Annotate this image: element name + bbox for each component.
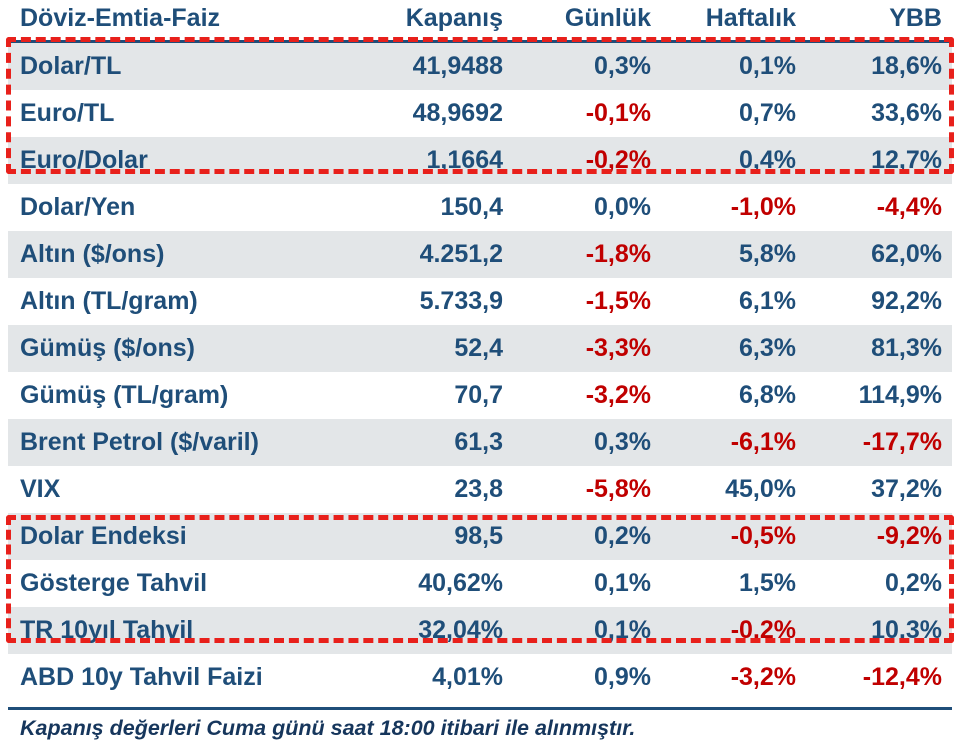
row-ytd: 33,6% xyxy=(806,90,952,137)
row-ytd: 0,2% xyxy=(806,560,952,607)
row-instrument: Dolar Endeksi xyxy=(8,513,348,560)
row-daily: 0,2% xyxy=(513,513,661,560)
row-weekly: 1,5% xyxy=(661,560,806,607)
row-close: 61,3 xyxy=(348,419,513,466)
table-row xyxy=(8,184,952,231)
row-weekly: 0,7% xyxy=(661,90,806,137)
row-close: 52,4 xyxy=(348,325,513,372)
row-ytd: 114,9% xyxy=(806,372,952,419)
row-instrument: Gümüş ($/ons) xyxy=(8,325,348,372)
row-ytd: 92,2% xyxy=(806,278,952,325)
row-weekly: 6,8% xyxy=(661,372,806,419)
row-weekly: -1,0% xyxy=(661,184,806,231)
row-instrument: VIX xyxy=(8,466,348,513)
row-instrument: Euro/Dolar xyxy=(8,137,348,184)
row-daily: 0,1% xyxy=(513,607,661,654)
table-row xyxy=(8,654,952,701)
row-instrument: Altın (TL/gram) xyxy=(8,278,348,325)
table-row xyxy=(8,372,952,419)
table-body xyxy=(8,42,952,702)
row-close: 150,4 xyxy=(348,184,513,231)
row-daily: -0,2% xyxy=(513,137,661,184)
row-weekly: -0,5% xyxy=(661,513,806,560)
row-instrument: Euro/TL xyxy=(8,90,348,137)
table-row xyxy=(8,137,952,184)
row-daily: -3,2% xyxy=(513,372,661,419)
row-weekly: 6,1% xyxy=(661,278,806,325)
row-weekly: 0,4% xyxy=(661,137,806,184)
row-close: 1,1664 xyxy=(348,137,513,184)
column-header-weekly: Haftalık xyxy=(661,0,806,42)
table-header xyxy=(8,0,952,42)
table-row xyxy=(8,90,952,137)
row-instrument: ABD 10y Tahvil Faizi xyxy=(8,654,348,701)
table-row xyxy=(8,466,952,513)
row-ytd: 10,3% xyxy=(806,607,952,654)
row-ytd: 62,0% xyxy=(806,231,952,278)
row-instrument: TR 10yıl Tahvil xyxy=(8,607,348,654)
row-daily: 0,0% xyxy=(513,184,661,231)
row-weekly: 5,8% xyxy=(661,231,806,278)
table-row xyxy=(8,278,952,325)
table-row xyxy=(8,42,952,91)
market-data-table xyxy=(8,0,952,701)
row-ytd: -4,4% xyxy=(806,184,952,231)
row-daily: -5,8% xyxy=(513,466,661,513)
column-header-close: Kapanış xyxy=(348,0,513,42)
row-instrument: Brent Petrol ($/varil) xyxy=(8,419,348,466)
row-close: 41,9488 xyxy=(348,42,513,91)
row-close: 70,7 xyxy=(348,372,513,419)
row-ytd: 12,7% xyxy=(806,137,952,184)
row-daily: 0,3% xyxy=(513,42,661,91)
row-close: 40,62% xyxy=(348,560,513,607)
row-instrument: Altın ($/ons) xyxy=(8,231,348,278)
row-close: 32,04% xyxy=(348,607,513,654)
row-ytd: -9,2% xyxy=(806,513,952,560)
row-daily: 0,3% xyxy=(513,419,661,466)
row-daily: 0,9% xyxy=(513,654,661,701)
table-row xyxy=(8,513,952,560)
row-ytd: -12,4% xyxy=(806,654,952,701)
row-weekly: 45,0% xyxy=(661,466,806,513)
row-instrument: Dolar/Yen xyxy=(8,184,348,231)
footnote: Kapanış değerleri Cuma günü saat 18:00 itibari ile alınmıştır. xyxy=(8,707,952,741)
row-ytd: 18,6% xyxy=(806,42,952,91)
row-weekly: -0,2% xyxy=(661,607,806,654)
row-daily: -0,1% xyxy=(513,90,661,137)
row-close: 23,8 xyxy=(348,466,513,513)
table-row xyxy=(8,231,952,278)
row-close: 98,5 xyxy=(348,513,513,560)
column-header-instrument: Döviz-Emtia-Faiz xyxy=(8,0,348,42)
row-close: 5.733,9 xyxy=(348,278,513,325)
row-close: 4,01% xyxy=(348,654,513,701)
row-daily: 0,1% xyxy=(513,560,661,607)
header-row xyxy=(8,0,952,42)
row-ytd: -17,7% xyxy=(806,419,952,466)
row-weekly: 6,3% xyxy=(661,325,806,372)
table-row xyxy=(8,325,952,372)
table-row xyxy=(8,560,952,607)
row-close: 4.251,2 xyxy=(348,231,513,278)
row-daily: -1,5% xyxy=(513,278,661,325)
row-instrument: Dolar/TL xyxy=(8,42,348,91)
row-daily: -3,3% xyxy=(513,325,661,372)
row-daily: -1,8% xyxy=(513,231,661,278)
row-weekly: 0,1% xyxy=(661,42,806,91)
column-header-ytd: YBB xyxy=(806,0,952,42)
column-header-daily: Günlük xyxy=(513,0,661,42)
row-ytd: 37,2% xyxy=(806,466,952,513)
table-row xyxy=(8,419,952,466)
row-ytd: 81,3% xyxy=(806,325,952,372)
row-instrument: Gösterge Tahvil xyxy=(8,560,348,607)
row-weekly: -6,1% xyxy=(661,419,806,466)
row-close: 48,9692 xyxy=(348,90,513,137)
row-instrument: Gümüş (TL/gram) xyxy=(8,372,348,419)
row-weekly: -3,2% xyxy=(661,654,806,701)
table-row xyxy=(8,607,952,654)
